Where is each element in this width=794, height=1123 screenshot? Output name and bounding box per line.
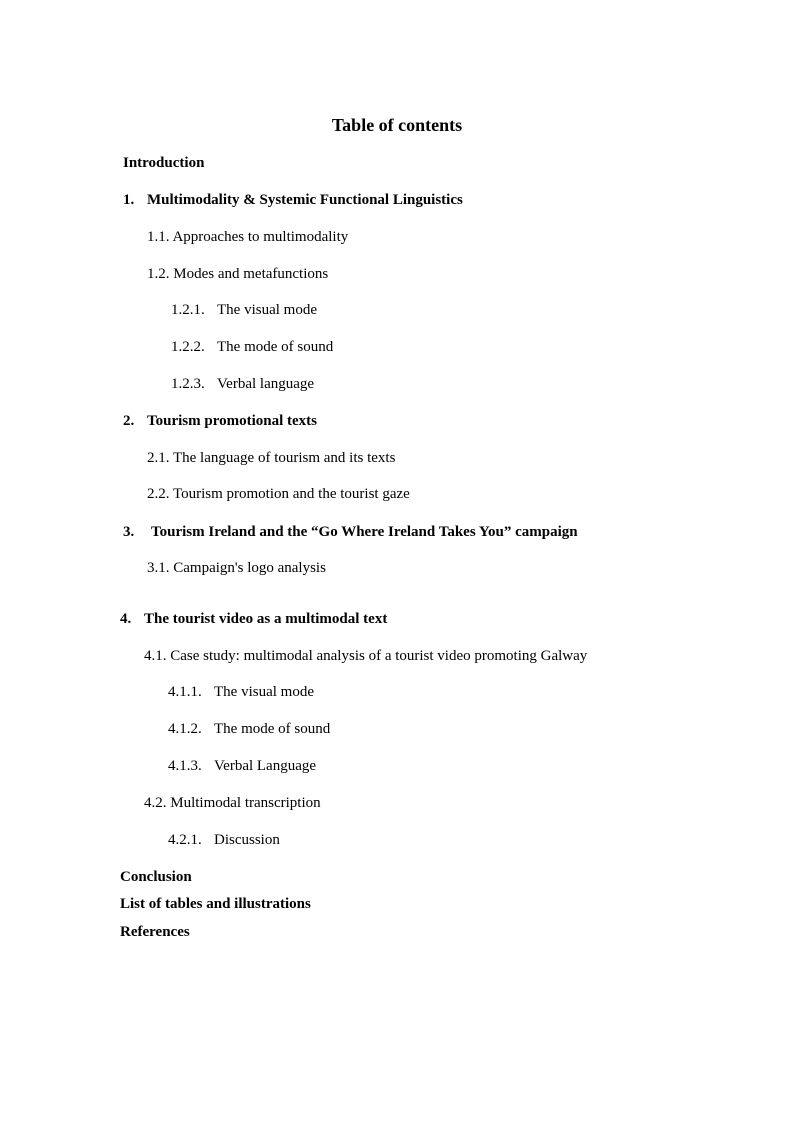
toc-entry-section-2-1 xyxy=(147,449,395,467)
toc-entry-number: 2.1. xyxy=(147,450,170,466)
toc-entry-label: Discussion xyxy=(214,832,280,848)
toc-entry-section-4-2 xyxy=(144,794,321,812)
toc-entry-number: 4.1.1. xyxy=(168,684,202,700)
toc-entry-section-1-2-2 xyxy=(171,338,333,356)
toc-entry-label: Case study: multimodal analysis of a tourist video promoting Galway xyxy=(170,648,588,664)
toc-entry-number: 1.2. xyxy=(147,266,170,282)
toc-entry-section-1 xyxy=(123,191,463,209)
toc-entry-section-4-2-1 xyxy=(168,831,280,849)
toc-entry-label: The visual mode xyxy=(217,302,317,318)
toc-entry-section-3 xyxy=(123,523,578,541)
toc-entry-label: Verbal language xyxy=(217,376,315,392)
toc-entry-number: 3. xyxy=(123,524,135,540)
toc-entry-label: Tourism promotion and the tourist gaze xyxy=(172,486,410,502)
toc-entry-number: 2.2. xyxy=(147,486,170,502)
toc-entry-number: 1. xyxy=(123,192,135,208)
toc-entry-label: The tourist video as a multimodal text xyxy=(144,611,388,627)
toc-entry-label: Verbal Language xyxy=(214,758,317,774)
toc-entry-label: Multimodality & Systemic Functional Linguistics xyxy=(147,192,463,208)
toc-entry-label: Introduction xyxy=(123,155,205,171)
toc-entry-label: Campaign's logo analysis xyxy=(173,560,326,576)
toc-entry-label: Modes and metafunctions xyxy=(173,266,329,282)
toc-entry-number: 1.2.1. xyxy=(171,302,205,318)
toc-entry-label: List of tables and illustrations xyxy=(120,896,311,912)
toc-entry-section-1-1 xyxy=(147,228,348,246)
toc-entry-number: 1.2.3. xyxy=(171,376,205,392)
toc-entry-label: Tourism Ireland and the “Go Where Ireland Takes You” campaign xyxy=(151,524,578,540)
toc-entry-section-4 xyxy=(120,610,387,628)
toc-entry-section-3-1 xyxy=(147,559,326,577)
toc-entry-label: The visual mode xyxy=(214,684,314,700)
toc-entry-section-1-2-1 xyxy=(171,301,317,319)
toc-entry-conclusion xyxy=(120,868,192,886)
toc-entry-number: 2. xyxy=(123,413,135,429)
toc-entry-section-2 xyxy=(123,412,317,430)
toc-entry-section-4-1-2 xyxy=(168,720,330,738)
toc-entry-label: References xyxy=(120,924,190,940)
toc-entry-label: The language of tourism and its texts xyxy=(172,450,396,466)
toc-entry-label: Tourism promotional texts xyxy=(147,413,318,429)
toc-entry-list-of-tables xyxy=(120,895,311,913)
toc-entry-number: 4.2. xyxy=(144,795,167,811)
toc-entry-label: The mode of sound xyxy=(214,721,331,737)
toc-entry-label: Approaches to multimodality xyxy=(172,229,349,245)
toc-entry-label: Conclusion xyxy=(120,869,192,885)
toc-entry-section-4-1 xyxy=(144,647,587,665)
toc-entry-label: Multimodal transcription xyxy=(170,795,321,811)
toc-entry-section-1-2 xyxy=(147,265,328,283)
toc-entry-section-1-2-3 xyxy=(171,375,314,393)
toc-entry-references xyxy=(120,923,190,941)
toc-entry-number: 4.1.2. xyxy=(168,721,202,737)
page-title: Table of contents xyxy=(331,115,463,135)
toc-entry-number: 4.1.3. xyxy=(168,758,202,774)
toc-entry-number: 1.2.2. xyxy=(171,339,205,355)
toc-entry-section-4-1-1 xyxy=(168,683,314,701)
toc-entry-number: 4.1. xyxy=(144,648,167,664)
toc-entry-label: The mode of sound xyxy=(217,339,334,355)
toc-entry-number: 4.2.1. xyxy=(168,832,202,848)
toc-entry-number: 4. xyxy=(120,611,132,627)
toc-entry-section-4-1-3 xyxy=(168,757,316,775)
toc-entry-number: 1.1. xyxy=(147,229,170,245)
toc-entry-section-2-2 xyxy=(147,485,410,503)
toc-entry-introduction xyxy=(123,154,204,172)
toc-entry-number: 3.1. xyxy=(147,560,170,576)
